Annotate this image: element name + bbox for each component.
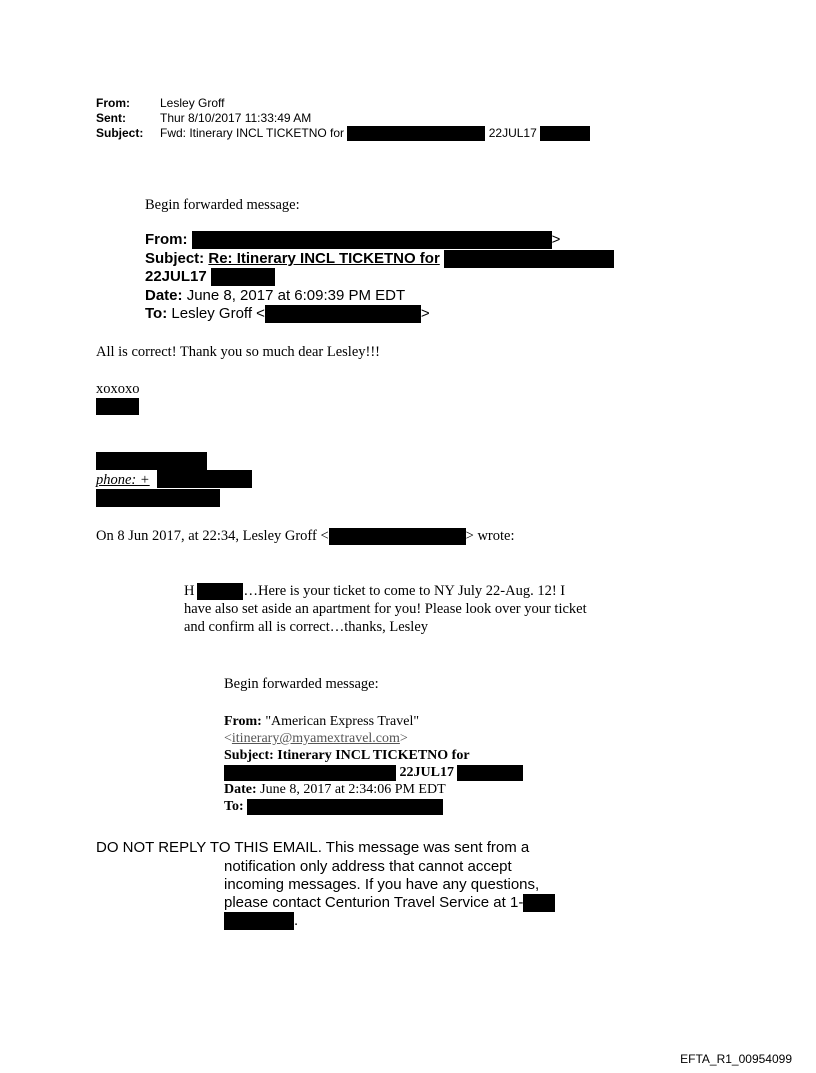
quote1-line3: and confirm all is correct…thanks, Lesley bbox=[184, 619, 429, 636]
forward1-subject-row2 bbox=[145, 268, 275, 286]
forward1-to-value: Lesley Groff < bbox=[171, 305, 265, 322]
notice-line5 bbox=[224, 912, 298, 930]
redaction-block bbox=[197, 583, 243, 600]
forward2-subject-row bbox=[224, 747, 523, 764]
forward2-email-close: > bbox=[399, 731, 408, 746]
quote1-attribution-end: > wrote: bbox=[465, 528, 515, 544]
notice-line4-text: please contact Centurion Travel Service at 1- bbox=[224, 894, 524, 911]
quote1-attribution-text: On 8 Jun 2017, at 22:34, Lesley Groff < bbox=[96, 528, 329, 544]
header-sent-value: Thur 8/10/2017 11:33:49 AM bbox=[160, 111, 312, 125]
forward2-to-label: To: bbox=[224, 799, 244, 814]
header-from-label: From: bbox=[96, 96, 130, 110]
redaction-block bbox=[224, 765, 396, 781]
forward2-to-row bbox=[224, 798, 523, 815]
reply-phone-label: phone: + bbox=[96, 472, 150, 488]
forward2-subject-date: 22JUL17 bbox=[399, 765, 454, 780]
redaction-block bbox=[347, 126, 485, 141]
header-subject-label: Subject: bbox=[96, 126, 144, 140]
forward1-subject-row bbox=[145, 250, 614, 268]
forward1-date-row bbox=[145, 287, 405, 305]
quote1-line1 bbox=[184, 582, 587, 600]
forward2-date-label: Date: bbox=[224, 782, 257, 797]
reply-signoff: xoxoxo bbox=[96, 381, 140, 397]
forward1-to-row bbox=[145, 305, 430, 323]
notice-line3: incoming messages. If you have any questions, bbox=[224, 876, 540, 893]
forward1-subject-text: Re: Itinerary INCL TICKETNO for bbox=[208, 250, 440, 267]
redaction-block bbox=[96, 489, 220, 507]
header-subject-date: 22JUL17 bbox=[488, 126, 537, 140]
forward2-from-row bbox=[224, 713, 523, 730]
forward2-date-value: June 8, 2017 at 2:34:06 PM EDT bbox=[260, 782, 446, 797]
header-from-row bbox=[96, 96, 590, 111]
forward1-subject-label: Subject: bbox=[145, 250, 205, 267]
forward1-date-label: Date: bbox=[145, 287, 183, 304]
forward1-subject-date: 22JUL17 bbox=[145, 268, 207, 285]
quote1-line1-text: …Here is your ticket to come to NY July 22-Aug. 12! I bbox=[243, 583, 566, 599]
quote1-line2: have also set aside an apartment for you! Please look over your ticket bbox=[184, 601, 587, 618]
quote1-body bbox=[184, 582, 587, 636]
redaction-block bbox=[192, 231, 552, 249]
forward1-from-row bbox=[145, 231, 560, 249]
redaction-block bbox=[247, 799, 443, 815]
forward2-subject-row2 bbox=[224, 764, 523, 781]
notice-line5-end: . bbox=[294, 912, 299, 929]
email-header bbox=[96, 96, 590, 141]
notice-line1: DO NOT REPLY TO THIS EMAIL. This message was sent from a bbox=[96, 839, 530, 856]
quote1-greeting-start: H bbox=[184, 583, 195, 599]
forward2-subject-text: Itinerary INCL TICKETNO for bbox=[277, 748, 470, 763]
notice-line4 bbox=[224, 894, 555, 912]
document-id: EFTA_R1_00954099 bbox=[680, 1052, 792, 1066]
forward1-from-label: From: bbox=[145, 231, 188, 248]
header-sent-label: Sent: bbox=[96, 111, 126, 125]
forward2-from-value: "American Express Travel" bbox=[265, 714, 420, 729]
forward1-date-value: June 8, 2017 at 6:09:39 PM EDT bbox=[186, 287, 406, 304]
forward2-email-link[interactable]: itinerary@myamextravel.com bbox=[231, 731, 400, 746]
redaction-block bbox=[157, 470, 252, 488]
redaction-block bbox=[96, 452, 207, 470]
forward2-email-open: < bbox=[224, 731, 232, 746]
redaction-block bbox=[96, 398, 139, 415]
forward2-subject-label: Subject: bbox=[224, 748, 274, 763]
forward2-from-email-row bbox=[224, 730, 523, 747]
notice-line2: notification only address that cannot accept bbox=[224, 858, 512, 875]
header-subject-row bbox=[96, 126, 590, 141]
redaction-block bbox=[523, 894, 555, 912]
forward2-intro: Begin forwarded message: bbox=[224, 676, 379, 692]
forward1-to-close: > bbox=[420, 305, 430, 322]
quote1-attribution bbox=[96, 527, 515, 545]
header-from-value: Lesley Groff bbox=[160, 96, 225, 110]
redaction-block bbox=[540, 126, 590, 141]
forward1-from-close: > bbox=[551, 231, 561, 248]
redaction-block bbox=[224, 912, 294, 930]
redaction-block bbox=[444, 250, 614, 268]
header-sent-row bbox=[96, 111, 590, 126]
reply-line: All is correct! Thank you so much dear Lesley!!! bbox=[96, 344, 380, 360]
forward2-header bbox=[224, 713, 523, 815]
redaction-block bbox=[329, 528, 466, 545]
redaction-block bbox=[265, 305, 421, 323]
forward2-from-label: From: bbox=[224, 714, 262, 729]
forward2-date-row bbox=[224, 781, 523, 798]
forward1-to-label: To: bbox=[145, 305, 168, 322]
redaction-block bbox=[457, 765, 523, 781]
header-subject-prefix: Fwd: Itinerary INCL TICKETNO for bbox=[160, 126, 345, 140]
forward1-intro: Begin forwarded message: bbox=[145, 197, 300, 213]
redaction-block bbox=[211, 268, 275, 286]
